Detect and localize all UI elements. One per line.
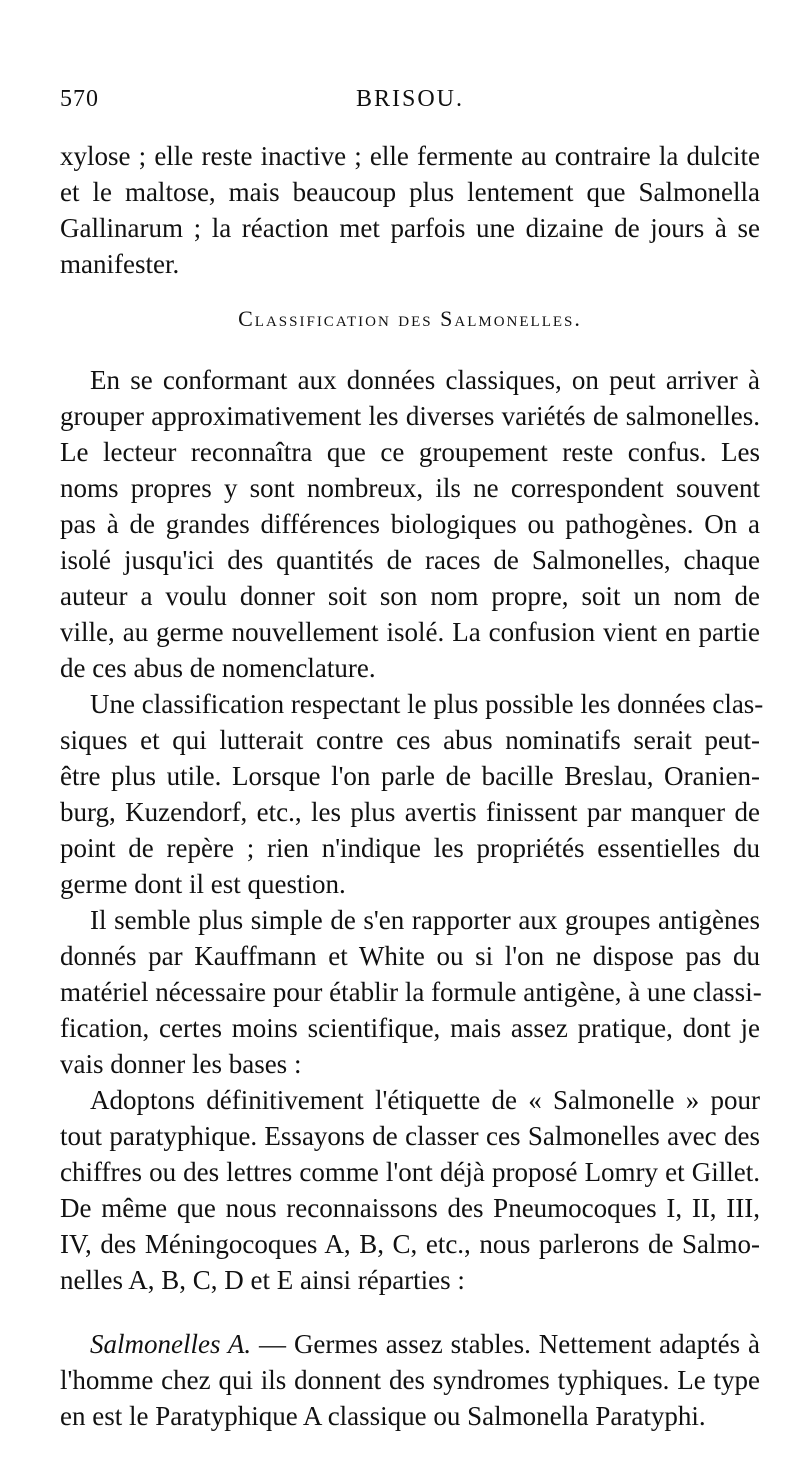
text-line [90, 1326, 760, 1362]
text-line: siques et qui lutterait contre ces abus nominatifs serait peut- [60, 725, 760, 755]
text-line: manifester. [60, 249, 180, 279]
page-header [60, 86, 760, 120]
text-line: ville, au germe nouvellement isolé. La confusion vient en partie [60, 617, 760, 647]
text-line: matériel nécessaire pour établir la formule antigène, à une classi- [60, 977, 762, 1007]
text-line: Le lecteur reconnaîtra que ce groupement reste confus. Les [60, 437, 760, 467]
run-in-heading: Salmonelles A. [90, 1329, 252, 1359]
text-line: l'homme chez qui ils donnent des syndromes typhiques. Le type [60, 1365, 760, 1395]
text-line: Adoptons définitivement l'étiquette de « Salmonelle » pour [90, 1085, 760, 1115]
text-line: vais donner les bases : [60, 1049, 302, 1079]
text-line: noms propres y sont nombreux, ils ne correspondent souvent [60, 473, 760, 503]
text-line: donnés par Kauffmann et White ou si l'on ne dispose pas du [60, 941, 760, 971]
text-line: auteur a voulu donner soit son nom propre, soit un nom de [60, 581, 760, 611]
text-line: et le maltose, mais beaucoup plus lentement que Salmonella [60, 177, 760, 207]
text-line: En se conformant aux données classiques, on peut arriver à [90, 365, 760, 395]
page-number: 570 [60, 86, 99, 112]
section-heading: Classification des Salmonelles. [238, 306, 582, 331]
text-line: xylose ; elle reste inactive ; elle fermente au contraire la dulcite [60, 141, 760, 171]
text-line: point de repère ; rien n'indique les propriétés essentielles du [60, 833, 760, 863]
text-line: De même que nous reconnaissons des Pneumocoques I, II, III, [60, 1193, 760, 1223]
text-line: isolé jusqu'ici des quantités de races de Salmonelles, chaque [60, 545, 760, 575]
text-line: burg, Kuzendorf, etc., les plus avertis finissent par manquer de [60, 797, 760, 827]
text-line: être plus utile. Lorsque l'on parle de bacille Breslau, Oranien- [60, 761, 760, 791]
text-line: en est le Paratyphique A classique ou Salmonella Paratyphi. [60, 1401, 706, 1431]
text-line: IV, des Méningocoques A, B, C, etc., nous parlerons de Salmo- [60, 1229, 760, 1259]
text-line: Il semble plus simple de s'en rapporter aux groupes antigènes [90, 905, 760, 935]
text-line: grouper approximativement les diverses variétés de salmonelles. [60, 401, 760, 431]
text-line: tout paratyphique. Essayons de classer ces Salmonelles avec des [60, 1121, 760, 1151]
text-line: nelles A, B, C, D et E ainsi réparties : [60, 1265, 465, 1295]
text-line: Gallinarum ; la réaction met parfois une dizaine de jours à se [60, 213, 760, 243]
text-line: Une classification respectant le plus possible les données clas- [90, 689, 764, 719]
run-in-text: — Germes assez stables. Nettement adaptés à [251, 1329, 760, 1359]
text-line: pas à de grandes différences biologiques ou pathogènes. On a [60, 509, 760, 539]
text-line: chiffres ou des lettres comme l'ont déjà proposé Lomry et Gillet. [60, 1157, 760, 1187]
text-line: de ces abus de nomenclature. [60, 653, 376, 683]
text-line: germe dont il est question. [60, 869, 346, 899]
running-head: BRISOU. [355, 86, 465, 112]
text-line: fication, certes moins scientifique, mais assez pratique, dont je [60, 1013, 760, 1043]
